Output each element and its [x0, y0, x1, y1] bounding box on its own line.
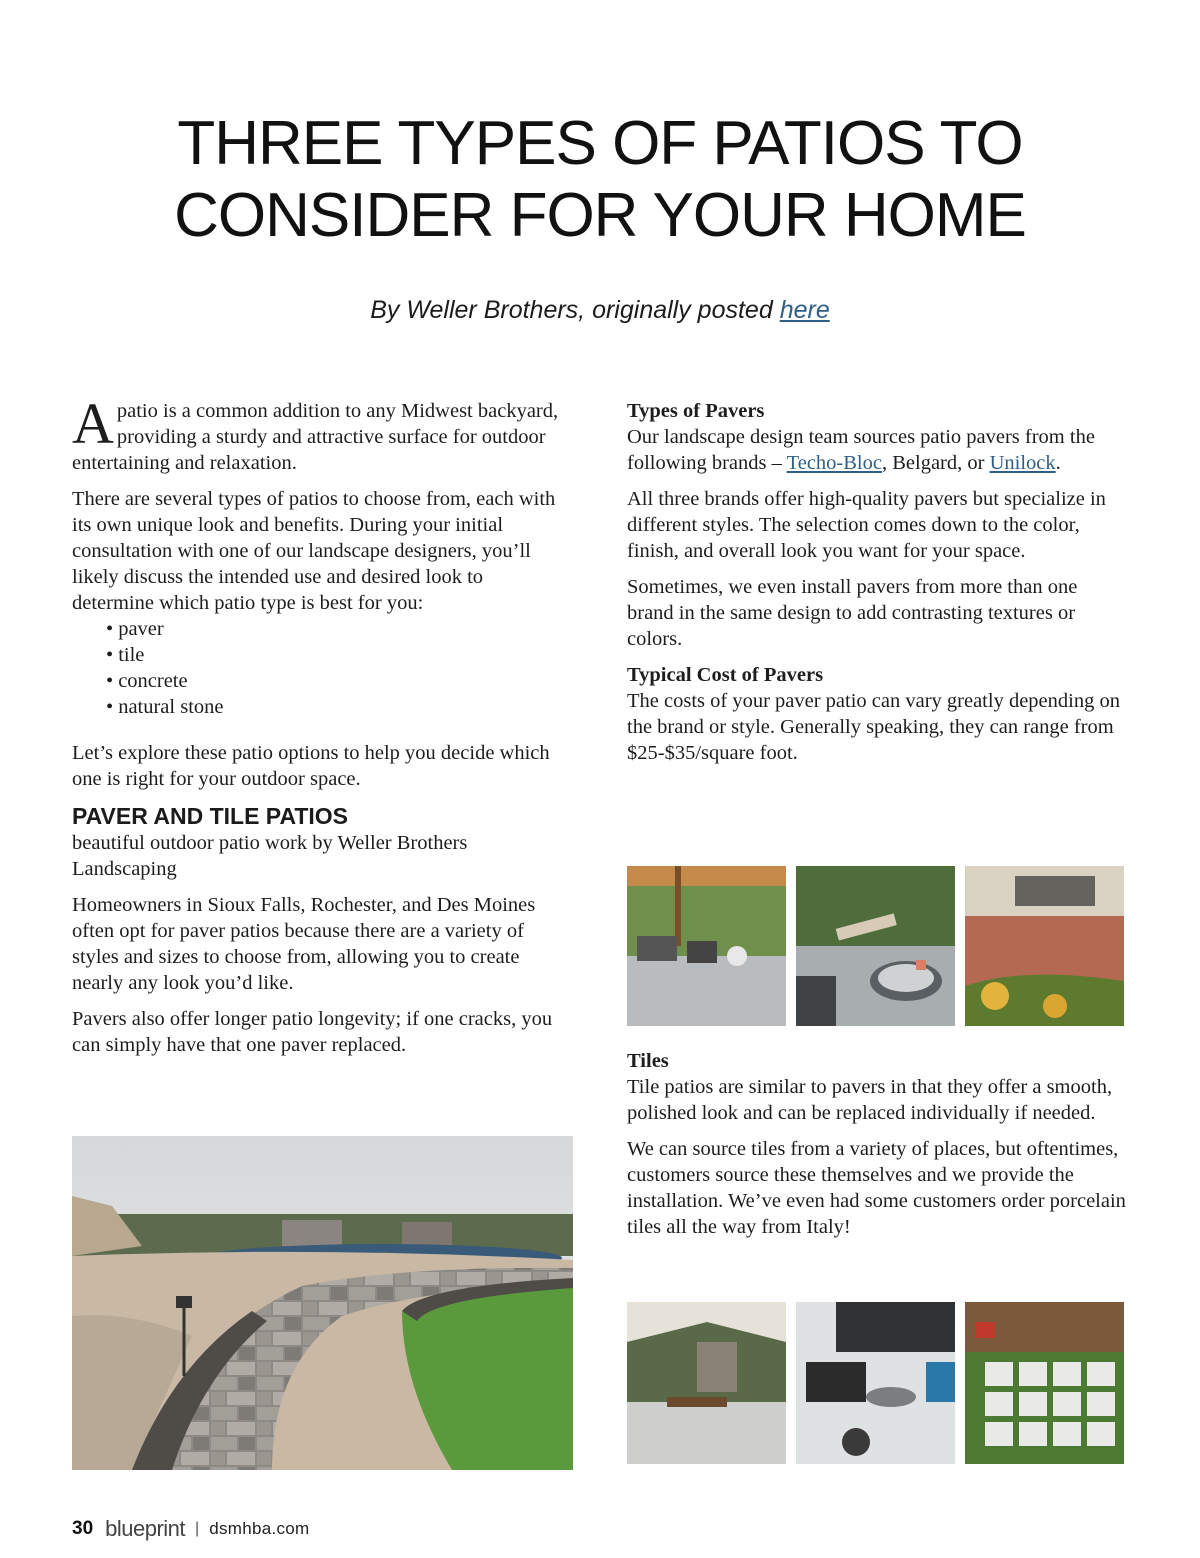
mix-brands-paragraph: Sometimes, we even install pavers from more than one brand in the same design to add contrasting textures or colors.: [627, 576, 1078, 650]
patio-types-list: [106, 616, 562, 720]
byline-here-link[interactable]: here: [779, 296, 830, 324]
left-column: [72, 391, 562, 1068]
title-line-1: THREE TYPES OF PATIOS TO: [177, 109, 1023, 178]
patio-types-paragraph: There are several types of patios to choose from, each with its own unique look and benefits. During your initial consultation with one of our landscape designers, you’ll likely discuss the intended use and desired look to determine which patio type is best for you:: [72, 488, 556, 614]
tile-photo-grid: [965, 1302, 1124, 1464]
types-text: Our landscape design team sources patio pavers from the following brands –: [627, 426, 1095, 474]
footer-separator: |: [195, 1520, 200, 1537]
drop-cap: A: [72, 391, 114, 456]
intro-paragraph: [72, 391, 562, 476]
unilock-link[interactable]: Unilock: [989, 452, 1056, 474]
brand-logo: blueprint: [105, 1516, 186, 1541]
tile-photo-lounge: [796, 1302, 955, 1464]
page-title: [0, 108, 1200, 252]
cost-paragraph: The costs of your paver patio can vary greatly depending on the brand or style. Generally speaking, they can range from $25-$35/square foot.: [627, 690, 1120, 764]
tile-photo-row: [627, 1302, 1125, 1464]
types-text-end: .: [1055, 452, 1061, 474]
byline: [0, 296, 1200, 325]
tiles-source-paragraph: We can source tiles from a variety of places, but oftentimes, customers source these themselves and we provide the installation. We’ve even had some customers order porcelain tiles all the way from Italy!: [627, 1138, 1126, 1238]
paver-photo-row: [627, 866, 1125, 1026]
right-column: [627, 398, 1127, 776]
list-item: • tile: [106, 642, 562, 668]
longevity-paragraph: Pavers also offer longer patio longevity; if one cracks, you can simply have that one paver replaced.: [72, 1008, 553, 1056]
types-of-pavers-heading: Types of Pavers: [627, 400, 765, 422]
page-footer: [72, 1514, 310, 1544]
footer-site: dsmhba.com: [209, 1519, 310, 1538]
intro-text: patio is a common addition to any Midwest backyard, providing a sturdy and attractive surface for outdoor entertaining and relaxation.: [72, 400, 559, 474]
explore-paragraph: Let’s explore these patio options to help you decide which one is right for your outdoor space.: [72, 742, 550, 790]
cost-heading: Typical Cost of Pavers: [627, 664, 824, 686]
section-heading-paver-tile: PAVER AND TILE PATIOS: [72, 803, 349, 829]
paver-photo-pergola: [627, 866, 786, 1026]
list-item: • paver: [106, 616, 562, 642]
photo-caption: beautiful outdoor patio work by Weller Brothers Landscaping: [72, 832, 468, 880]
techo-bloc-link[interactable]: Techo-Bloc: [786, 452, 882, 474]
tiles-paragraph: Tile patios are similar to pavers in that they offer a smooth, polished look and can be replaced individually if needed.: [627, 1076, 1113, 1124]
types-text-mid: , Belgard, or: [881, 452, 990, 474]
paver-patio-photo: [72, 1136, 573, 1470]
list-item: • concrete: [106, 668, 562, 694]
paver-photo-loungers: [796, 866, 955, 1026]
byline-text: By Weller Brothers, originally posted: [370, 296, 780, 324]
page-number: 30: [72, 1518, 94, 1539]
homeowners-paragraph: Homeowners in Sioux Falls, Rochester, and Des Moines often opt for paver patios because there are a variety of styles and sizes to choose from, allowing you to create nearly any look you’d like.: [72, 894, 536, 994]
tiles-section: [627, 1048, 1127, 1250]
paver-photo-brick: [965, 866, 1124, 1026]
title-line-2: CONSIDER FOR YOUR HOME: [174, 181, 1026, 250]
brands-paragraph: All three brands offer high-quality pavers but specialize in different styles. The selection comes down to the color, finish, and overall look you want for your space.: [627, 488, 1106, 562]
types-of-pavers-paragraph: [627, 424, 1127, 476]
tiles-heading: Tiles: [627, 1050, 669, 1072]
list-item: • natural stone: [106, 694, 562, 720]
tile-photo-pavilion: [627, 1302, 786, 1464]
